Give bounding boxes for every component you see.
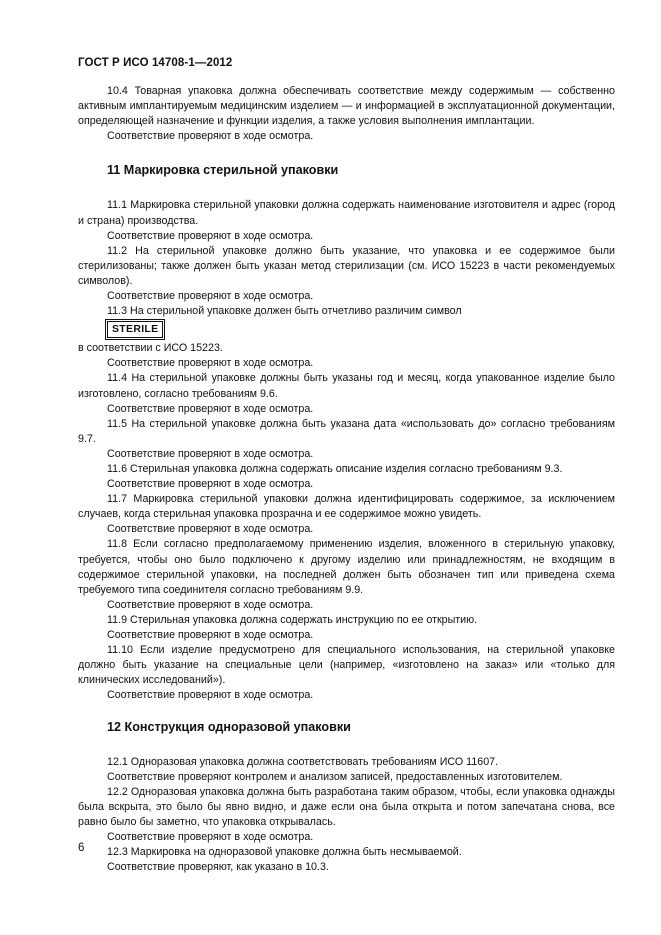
check-11-4: Соответствие проверяют в ходе осмотра. bbox=[107, 402, 314, 415]
check-12-1: Соответствие проверяют контролем и анализом записей, предоставленных изготовителем. bbox=[107, 770, 563, 783]
clause-12-3: 12.3 Маркировка на одноразовой упаковке должна быть несмываемой. bbox=[107, 846, 462, 859]
check-11-3: Соответствие проверяют в ходе осмотра. bbox=[107, 357, 314, 370]
check-11-6: Соответствие проверяют в ходе осмотра. bbox=[107, 478, 314, 491]
check-11-1: Соответствие проверяют в ходе осмотра. bbox=[107, 229, 314, 242]
clause-11-7: 11.7 Маркировка стерильной упаковки должна идентифицировать содержимое, за исключением случаев, когда стерильная упаковка прозрачна и ее содержимое можно увидеть. bbox=[78, 493, 615, 521]
document-body bbox=[78, 84, 615, 875]
clause-12-2: 12.2 Одноразовая упаковка должна быть разработана таким образом, чтобы, если упаковка однажды была вскрыта, это было бы явно видно, и даже если она была открыта и потом запечатана снова, все равно было бы заметно, что упаковка открывалась. bbox=[78, 785, 615, 828]
clause-11-9: 11.9 Стерильная упаковка должна содержать инструкцию по ее открытию. bbox=[107, 613, 478, 626]
clause-11-8: 11.8 Если согласно предполагаемому применению изделия, вложенного в стерильную упаковку, требуется, чтобы оно было подключено к другому изделию или принадлежностям, не входящим в содержимое стерильной упаковки, на последней должен быть обозначен тип или приведена схема требуемого типа соединителя согласно требованиям 9.9. bbox=[78, 538, 615, 596]
clause-11-3: 11.3 На стерильной упаковке должен быть отчетливо различим символ bbox=[107, 305, 462, 318]
check-11-10: Соответствие проверяют в ходе осмотра. bbox=[107, 689, 314, 702]
clause-11-10: 11.10 Если изделие предусмотрено для специального использования, на стерильной упаковке должно быть указание на специальные цели (например, «изготовлено на заказ» или «только для клинических исследований»). bbox=[78, 644, 615, 687]
check-11-9: Соответствие проверяют в ходе осмотра. bbox=[107, 629, 314, 641]
section-12-heading: 12 Конструкция одноразовой упаковки bbox=[107, 720, 351, 735]
sterile-symbol: STERILE bbox=[107, 321, 163, 338]
clause-11-1: 11.1 Маркировка стерильной упаковки должна содержать наименование изготовителя и адрес (город и страна) производства. bbox=[78, 199, 615, 227]
clause-12-1: 12.1 Одноразовая упаковка должна соответствовать требованиям ИСО 11607. bbox=[107, 755, 499, 768]
document-header: ГОСТ Р ИСО 14708-1—2012 bbox=[78, 57, 233, 69]
check-11-7: Соответствие проверяют в ходе осмотра. bbox=[107, 523, 314, 536]
check-11-8: Соответствие проверяют в ходе осмотра. bbox=[107, 598, 314, 611]
page-number: 6 bbox=[78, 842, 85, 854]
check-11-5: Соответствие проверяют в ходе осмотра. bbox=[107, 447, 314, 460]
check-11-2: Соответствие проверяют в ходе осмотра. bbox=[107, 290, 314, 303]
check-12-2: Соответствие проверяют в ходе осмотра. bbox=[107, 831, 314, 844]
clause-11-3-tail: в соответствии с ИСО 15223. bbox=[78, 342, 223, 355]
clause-11-4: 11.4 На стерильной упаковке должны быть указаны год и месяц, когда упакованное изделие было изготовлено, согласно требованиям 9.6. bbox=[78, 372, 615, 400]
clause-11-6: 11.6 Стерильная упаковка должна содержать описание изделия согласно требованиям 9.3. bbox=[107, 462, 563, 475]
clause-11-2: 11.2 На стерильной упаковке должно быть указание, что упаковка и ее содержимое были стерилизованы; также должен быть указан метод стерилизации (см. ИСО 15223 в части рекомендуемых символов). bbox=[78, 244, 615, 287]
sterile-symbol-row bbox=[78, 319, 615, 341]
section-11-heading: 11 Маркировка стерильной упаковки bbox=[107, 163, 339, 178]
clause-10-4: 10.4 Товарная упаковка должна обеспечивать соответствие между содержимым — собственно активным имплантируемым медицинским изделием — и информацией в эксплуатационной документации, определяющей назначение и функции изделия, а также условия выполнения имплантации. bbox=[78, 85, 615, 128]
check-12-3: Соответствие проверяют, как указано в 10.3. bbox=[107, 861, 329, 874]
clause-11-5: 11.5 На стерильной упаковке должна быть указана дата «использовать до» согласно требованиям 9.7. bbox=[78, 417, 615, 445]
check-10-4: Соответствие проверяют в ходе осмотра. bbox=[107, 130, 314, 143]
